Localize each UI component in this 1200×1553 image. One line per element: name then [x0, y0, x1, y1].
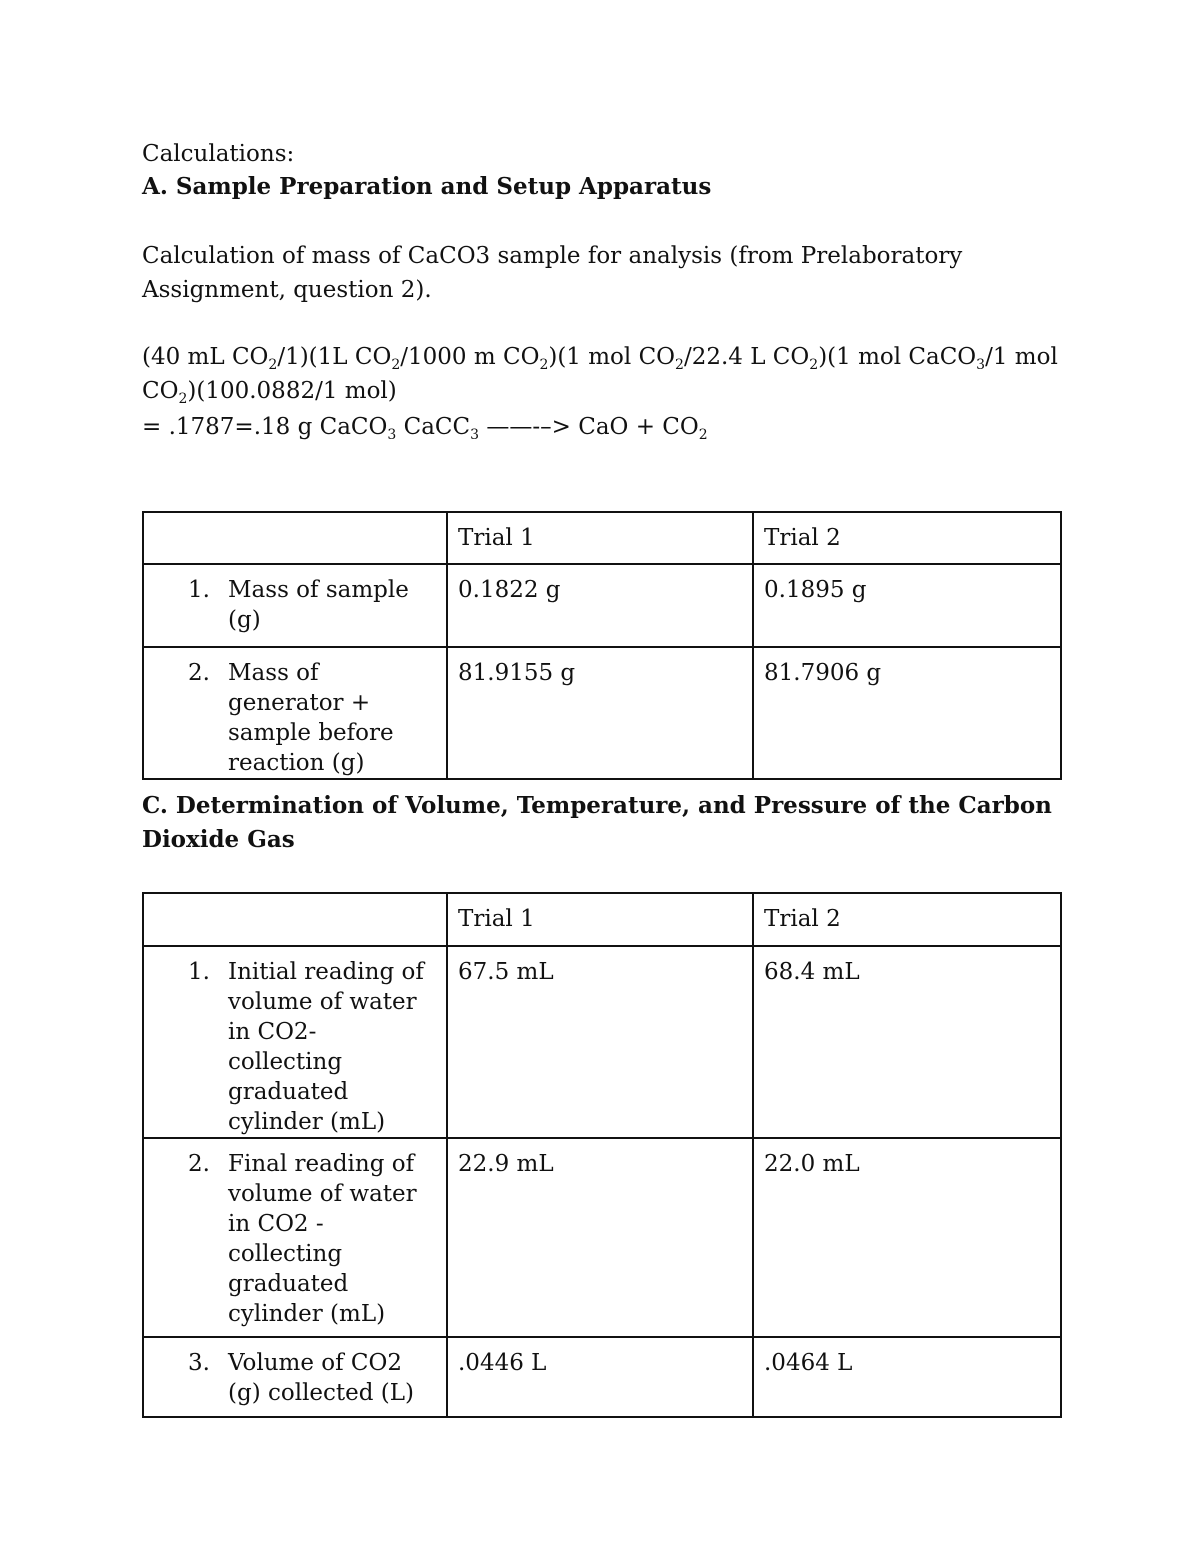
trial-2-value: .0464 L [753, 1337, 1061, 1417]
section-c-heading-line-2: Dioxide Gas [142, 826, 295, 853]
trial-1-value: 67.5 mL [447, 946, 753, 1138]
row-number: 3. [188, 1350, 210, 1376]
row-number: 2. [188, 660, 210, 686]
equation-subscript: 3 [976, 357, 986, 373]
calculations-label: Calculations: [142, 141, 295, 167]
intro-line-2: Assignment, question 2). [142, 277, 432, 303]
equation-text: )(100.0882/1 mol) [187, 378, 397, 404]
equation-text: CO [142, 378, 179, 404]
table-row [143, 647, 1061, 779]
table-sample-preparation [142, 511, 1062, 780]
equation-text: /1)(1L CO [277, 344, 392, 370]
row-label-cell [143, 1138, 447, 1337]
trial-2-value: 22.0 mL [753, 1138, 1061, 1337]
row-number: 2. [188, 1151, 210, 1177]
header-cell-empty [143, 512, 447, 564]
equation-subscript: 3 [387, 427, 397, 443]
section-a-heading: A. Sample Preparation and Setup Apparatus [142, 173, 712, 200]
intro-line-1: Calculation of mass of CaCO3 sample for analysis (from Prelaboratory [142, 243, 963, 269]
equation-subscript: 2 [698, 427, 708, 443]
equation-line-1 [142, 340, 1058, 374]
trial-2-value: 68.4 mL [753, 946, 1061, 1138]
equation-text: /1 mol [985, 344, 1058, 370]
equation-subscript: 3 [470, 427, 480, 443]
equation-subscript: 2 [391, 357, 401, 373]
equation-text: CaCC [396, 414, 471, 440]
row-label: Final reading of volume of water in CO2 -collecting graduated cylinder (mL) [228, 1151, 417, 1327]
row-number: 1. [188, 577, 210, 603]
equation-text: )(1 mol CO [548, 344, 676, 370]
equation-subscript: 2 [675, 357, 684, 373]
equation-text: (40 mL CO [142, 344, 269, 370]
row-label: Initial reading of volume of water in CO2- collecting graduated cylinder (mL) [228, 959, 424, 1135]
trial-1-value: .0446 L [447, 1337, 753, 1417]
row-label-cell [143, 946, 447, 1138]
section-c-heading-line-1: C. Determination of Volume, Temperature, and Pressure of the Carbon [142, 792, 1052, 819]
row-label-cell [143, 647, 447, 779]
table-gas-determination [142, 892, 1062, 1418]
table-header-row [143, 893, 1061, 946]
equation-text: /1000 m CO [400, 344, 540, 370]
equation-subscript: 2 [539, 357, 549, 373]
table-row [143, 564, 1061, 647]
trial-2-value: 0.1895 g [753, 564, 1061, 647]
trial-2-value: 81.7906 g [753, 647, 1061, 779]
row-label: Volume of CO2 (g) collected (L) [228, 1350, 415, 1406]
header-cell-empty [143, 893, 447, 946]
equation-text: /22.4 L CO [683, 344, 810, 370]
table-header-row [143, 512, 1061, 564]
equation-subscript: 2 [809, 357, 819, 373]
header-cell-trial-1: Trial 1 [447, 893, 753, 946]
trial-1-value: 81.9155 g [447, 647, 753, 779]
equation-text: )(1 mol CaCO [818, 344, 977, 370]
header-cell-trial-2: Trial 2 [753, 893, 1061, 946]
equation-text: = .1787=.18 g CaCO [142, 414, 388, 440]
row-label: Mass of sample (g) [228, 577, 409, 633]
equation-line-3 [142, 410, 708, 444]
table-row [143, 1138, 1061, 1337]
header-cell-trial-1: Trial 1 [447, 512, 753, 564]
equation-subscript: 2 [178, 391, 188, 407]
table-row [143, 1337, 1061, 1417]
row-label-cell [143, 564, 447, 647]
row-number: 1. [188, 959, 210, 985]
row-label-cell [143, 1337, 447, 1417]
header-cell-trial-2: Trial 2 [753, 512, 1061, 564]
equation-subscript: 2 [268, 357, 278, 373]
trial-1-value: 0.1822 g [447, 564, 753, 647]
equation-line-2 [142, 374, 397, 408]
table-row [143, 946, 1061, 1138]
trial-1-value: 22.9 mL [447, 1138, 753, 1337]
equation-text: ——-–> CaO + CO [479, 414, 699, 440]
row-label: Mass of generator + sample before reaction (g) [228, 660, 394, 776]
